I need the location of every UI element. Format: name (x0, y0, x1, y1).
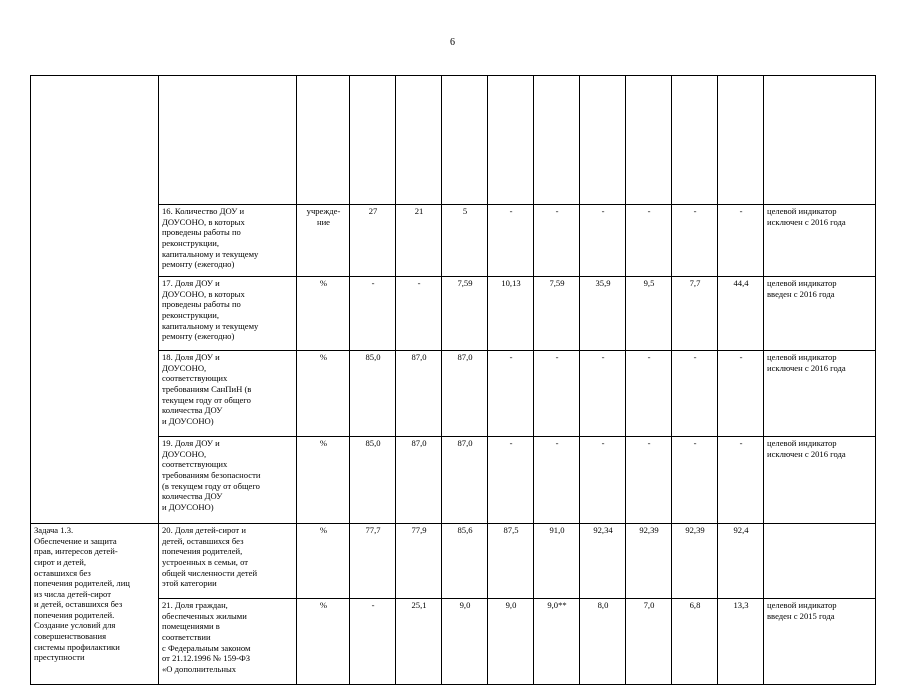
value-cell: 7,59 (442, 277, 488, 351)
value-cell: 7,59 (534, 277, 580, 351)
value-cell: 77,9 (396, 524, 442, 599)
note-cell: целевой индикатор введен с 2016 года (764, 277, 876, 351)
value-cell: 87,0 (396, 351, 442, 437)
unit-cell: % (297, 437, 350, 524)
indicator-cell (159, 76, 297, 205)
value-cell: 35,9 (580, 277, 626, 351)
value-cell: - (534, 351, 580, 437)
table-row-continued (31, 76, 876, 205)
indicator-cell: 19. Доля ДОУ и ДОУСОНО, соответствующих требованиям безопасности (в текущем году от общего количества ДОУ и ДОУСОНО) (159, 437, 297, 524)
value-cell: 9,0 (442, 599, 488, 685)
note-cell: целевой индикатор исключен с 2016 года (764, 437, 876, 524)
value-cell: 8,0 (580, 599, 626, 685)
value-cell: 7,0 (626, 599, 672, 685)
value-cell: - (718, 351, 764, 437)
value-cell: 13,3 (718, 599, 764, 685)
indicator-cell: 20. Доля детей-сирот и детей, оставшихся без попечения родителей, устроенных в семьи, от общей численности детей этой категории (159, 524, 297, 599)
value-cell: 87,0 (442, 437, 488, 524)
value-cell: - (718, 437, 764, 524)
value-cell: 91,0 (534, 524, 580, 599)
value-cell: - (580, 351, 626, 437)
page-number: 6 (450, 37, 455, 48)
indicator-cell: 17. Доля ДОУ и ДОУСОНО, в которых проведены работы по реконструкции, капитальному и текущему ремонту (ежегодно) (159, 277, 297, 351)
value-cell: 87,5 (488, 524, 534, 599)
value-cell: 77,7 (350, 524, 396, 599)
value-cell: - (672, 437, 718, 524)
value-cell: - (580, 437, 626, 524)
indicator-cell: 18. Доля ДОУ и ДОУСОНО, соответствующих требованиям СанПиН (в текущем году от общего количества ДОУ и ДОУСОНО) (159, 351, 297, 437)
value-cell: 25,1 (396, 599, 442, 685)
value-cell: - (626, 437, 672, 524)
value-cell: - (534, 205, 580, 277)
unit-cell: % (297, 599, 350, 685)
unit-cell: % (297, 351, 350, 437)
value-cell: 21 (396, 205, 442, 277)
note-cell: целевой индикатор исключен с 2016 года (764, 205, 876, 277)
unit-cell: % (297, 524, 350, 599)
value-cell: 85,0 (350, 351, 396, 437)
value-cell: 6,8 (672, 599, 718, 685)
note-cell: целевой индикатор исключен с 2016 года (764, 351, 876, 437)
value-cell: - (350, 277, 396, 351)
value-cell: 92,39 (672, 524, 718, 599)
value-cell: 10,13 (488, 277, 534, 351)
value-cell: - (396, 277, 442, 351)
unit-cell: учрежде- ние (297, 205, 350, 277)
task-cell: Задача 1.3. Обеспечение и защита прав, интересов детей- сирот и детей, оставшихся без попечения родителей, лиц из числа детей-сирот и детей, оставшихся без попечения родителей. Создание условий для совершенствования системы профилактики преступности (31, 524, 159, 685)
value-cell: 87,0 (396, 437, 442, 524)
value-cell: 9,5 (626, 277, 672, 351)
note-cell: целевой индикатор введен с 2015 года (764, 599, 876, 685)
task-cell-empty (31, 76, 159, 524)
value-cell: - (626, 351, 672, 437)
indicator-cell: 16. Количество ДОУ и ДОУСОНО, в которых проведены работы по реконструкции, капитальному и текущему ремонту (ежегодно) (159, 205, 297, 277)
value-cell: - (672, 351, 718, 437)
value-cell: 92,39 (626, 524, 672, 599)
value-cell: 87,0 (442, 351, 488, 437)
value-cell: - (672, 205, 718, 277)
value-cell: 92,34 (580, 524, 626, 599)
value-cell: 85,6 (442, 524, 488, 599)
value-cell: - (488, 205, 534, 277)
value-cell: 9,0** (534, 599, 580, 685)
indicator-cell: 21. Доля граждан, обеспеченных жилыми помещениями в соответствии с Федеральным законом от 21.12.1996 № 159-ФЗ «О дополнительных (159, 599, 297, 685)
value-cell: - (626, 205, 672, 277)
value-cell: 85,0 (350, 437, 396, 524)
value-cell: 7,7 (672, 277, 718, 351)
value-cell: 92,4 (718, 524, 764, 599)
value-cell: 5 (442, 205, 488, 277)
unit-cell: % (297, 277, 350, 351)
note-cell (764, 524, 876, 599)
value-cell: - (488, 437, 534, 524)
value-cell: - (350, 599, 396, 685)
indicators-table (30, 75, 876, 685)
value-cell: - (580, 205, 626, 277)
value-cell: 9,0 (488, 599, 534, 685)
value-cell: 27 (350, 205, 396, 277)
value-cell: - (718, 205, 764, 277)
value-cell: 44,4 (718, 277, 764, 351)
table-row (31, 524, 876, 599)
value-cell: - (534, 437, 580, 524)
value-cell: - (488, 351, 534, 437)
